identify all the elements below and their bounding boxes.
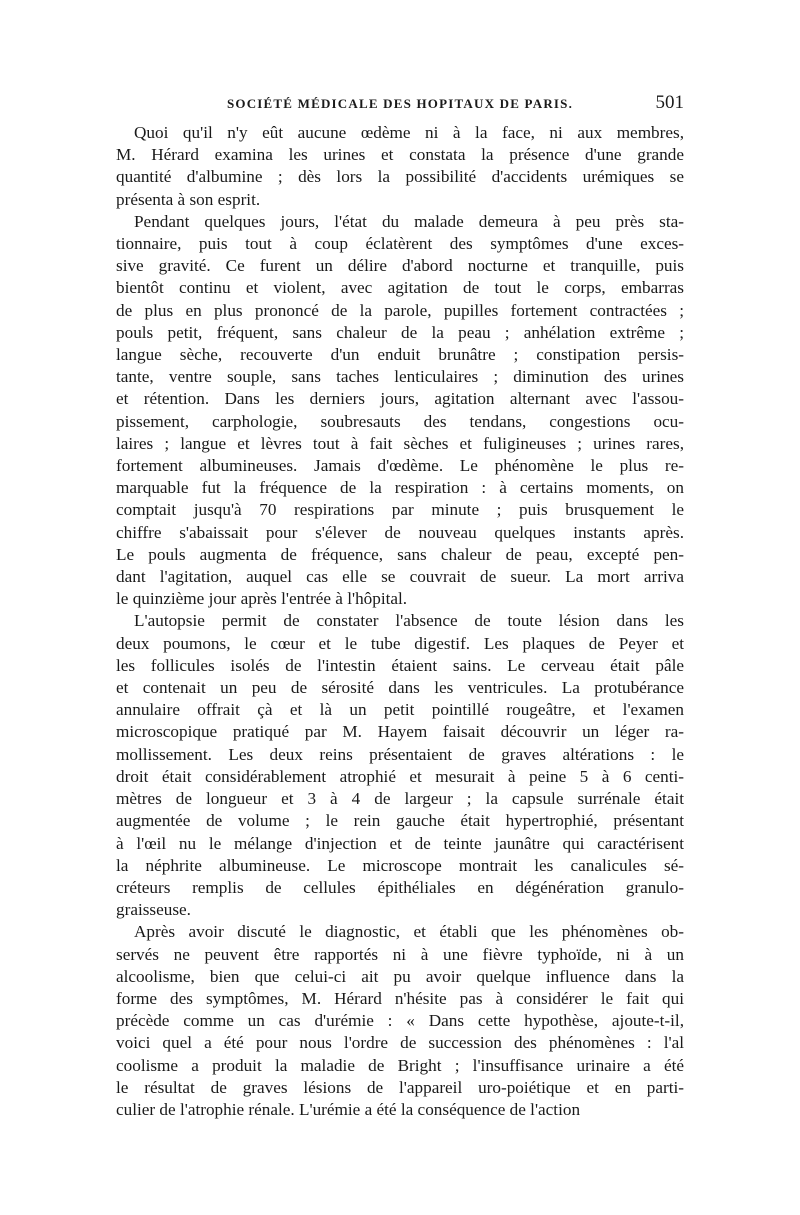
paragraph	[116, 921, 684, 1121]
text-line: M. Hérard examina les urines et constata la présence d'une grande	[116, 145, 684, 165]
text-line: culier de l'atrophie rénale. L'urémie a été la conséquence de l'action	[116, 1099, 581, 1119]
text-line: le quinzième jour après l'entrée à l'hôpital.	[116, 589, 408, 609]
text-line: de plus en plus prononcé de la parole, pupilles fortement contractées ;	[116, 300, 684, 320]
text-line: L'autopsie permit de constater l'absence de toute lésion dans les	[134, 611, 684, 631]
text-line: tionnaire, puis tout à coup éclatèrent des symptômes d'une exces-	[116, 234, 684, 254]
text-line: précède comme un cas d'urémie : « Dans cette hypothèse, ajoute-t-il,	[116, 1011, 684, 1031]
text-line: Pendant quelques jours, l'état du malade demeura à peu près sta-	[134, 211, 684, 231]
text-line: bientôt continu et violent, avec agitation de tout le corps, embarras	[116, 278, 684, 298]
text-line: augmentée de volume ; le rein gauche était hypertrophié, présentant	[116, 811, 684, 831]
text-line: marquable fut la fréquence de la respiration : à certains moments, on	[116, 478, 684, 498]
text-line: fortement albumineuses. Jamais d'œdème. Le phénomène le plus re-	[116, 456, 684, 476]
paragraph	[116, 122, 684, 211]
text-line: voici quel a été pour nous l'ordre de succession des phénomènes : l'al	[116, 1033, 684, 1053]
running-title: SOCIÉTÉ MÉDICALE DES HOPITAUX DE PARIS.	[226, 96, 574, 111]
text-line: chiffre s'abaissait pour s'élever de nouveau quelques instants après.	[116, 522, 684, 542]
text-line: la néphrite albumineuse. Le microscope montrait les canalicules sé-	[116, 855, 684, 875]
book-page	[116, 92, 684, 1121]
running-head	[116, 92, 684, 120]
page-number: 501	[655, 92, 684, 113]
text-line: forme des symptômes, M. Hérard n'hésite pas à considérer le fait qui	[116, 988, 684, 1008]
text-line: le résultat de graves lésions de l'appareil uro-poiétique et en parti-	[116, 1077, 684, 1097]
text-line: comptait jusqu'à 70 respirations par minute ; puis brusquement le	[116, 500, 684, 520]
text-line: coolisme a produit la maladie de Bright ; l'insuffisance urinaire a été	[116, 1055, 684, 1075]
text-line: sive gravité. Ce furent un délire d'abord nocturne et tranquille, puis	[116, 256, 684, 276]
text-line: microscopique pratiqué par M. Hayem faisait découvrir un léger ra-	[116, 722, 684, 742]
text-line: et contenait un peu de sérosité dans les ventricules. La protubérance	[116, 678, 684, 698]
paragraph	[116, 610, 684, 921]
text-line: tante, ventre souple, sans taches lenticulaires ; diminution des urines	[116, 367, 684, 387]
text-line: mètres de longueur et 3 à 4 de largeur ; la capsule surrénale était	[116, 789, 684, 809]
text-line: graisseuse.	[116, 900, 191, 920]
text-line: laires ; langue et lèvres tout à fait sèches et fuligineuses ; urines rares,	[116, 433, 684, 453]
text-line: les follicules isolés de l'intestin étaient sains. Le cerveau était pâle	[116, 655, 684, 675]
text-line: servés ne peuvent être rapportés ni à une fièvre typhoïde, ni à un	[116, 944, 684, 964]
text-line: pissement, carphologie, soubresauts des tendans, congestions ocu-	[116, 411, 684, 431]
text-line: créteurs remplis de cellules épithéliales en dégénération granulo-	[116, 877, 684, 897]
text-line: quantité d'albumine ; dès lors la possibilité d'accidents urémiques se	[116, 167, 684, 187]
text-line: Après avoir discuté le diagnostic, et établi que les phénomènes ob-	[134, 922, 684, 942]
text-line: à l'œil nu le mélange d'injection et de teinte jaunâtre qui caractérisent	[116, 833, 684, 853]
text-line: et rétention. Dans les derniers jours, agitation alternant avec l'assou-	[116, 389, 684, 409]
text-line: droit était considérablement atrophié et mesurait à peine 5 à 6 centi-	[116, 766, 684, 786]
text-line: dant l'agitation, auquel cas elle se couvrait de sueur. La mort arriva	[116, 567, 684, 587]
text-line: pouls petit, fréquent, sans chaleur de la peau ; anhélation extrême ;	[116, 322, 684, 342]
paragraph	[116, 211, 684, 611]
text-line: deux poumons, le cœur et le tube digestif. Les plaques de Peyer et	[116, 633, 684, 653]
text-line: langue sèche, recouverte d'un enduit brunâtre ; constipation persis-	[116, 345, 684, 365]
text-line: annulaire offrait çà et là un petit pointillé rougeâtre, et l'examen	[116, 700, 684, 720]
body-text	[116, 122, 684, 1121]
text-line: présenta à son esprit.	[116, 189, 261, 209]
text-line: mollissement. Les deux reins présentaient de graves altérations : le	[116, 744, 684, 764]
text-line: Quoi qu'il n'y eût aucune œdème ni à la face, ni aux membres,	[134, 123, 684, 142]
text-line: alcoolisme, bien que celui-ci ait pu avoir quelque influence dans la	[116, 966, 684, 986]
text-line: Le pouls augmenta de fréquence, sans chaleur de peau, excepté pen-	[116, 544, 684, 564]
